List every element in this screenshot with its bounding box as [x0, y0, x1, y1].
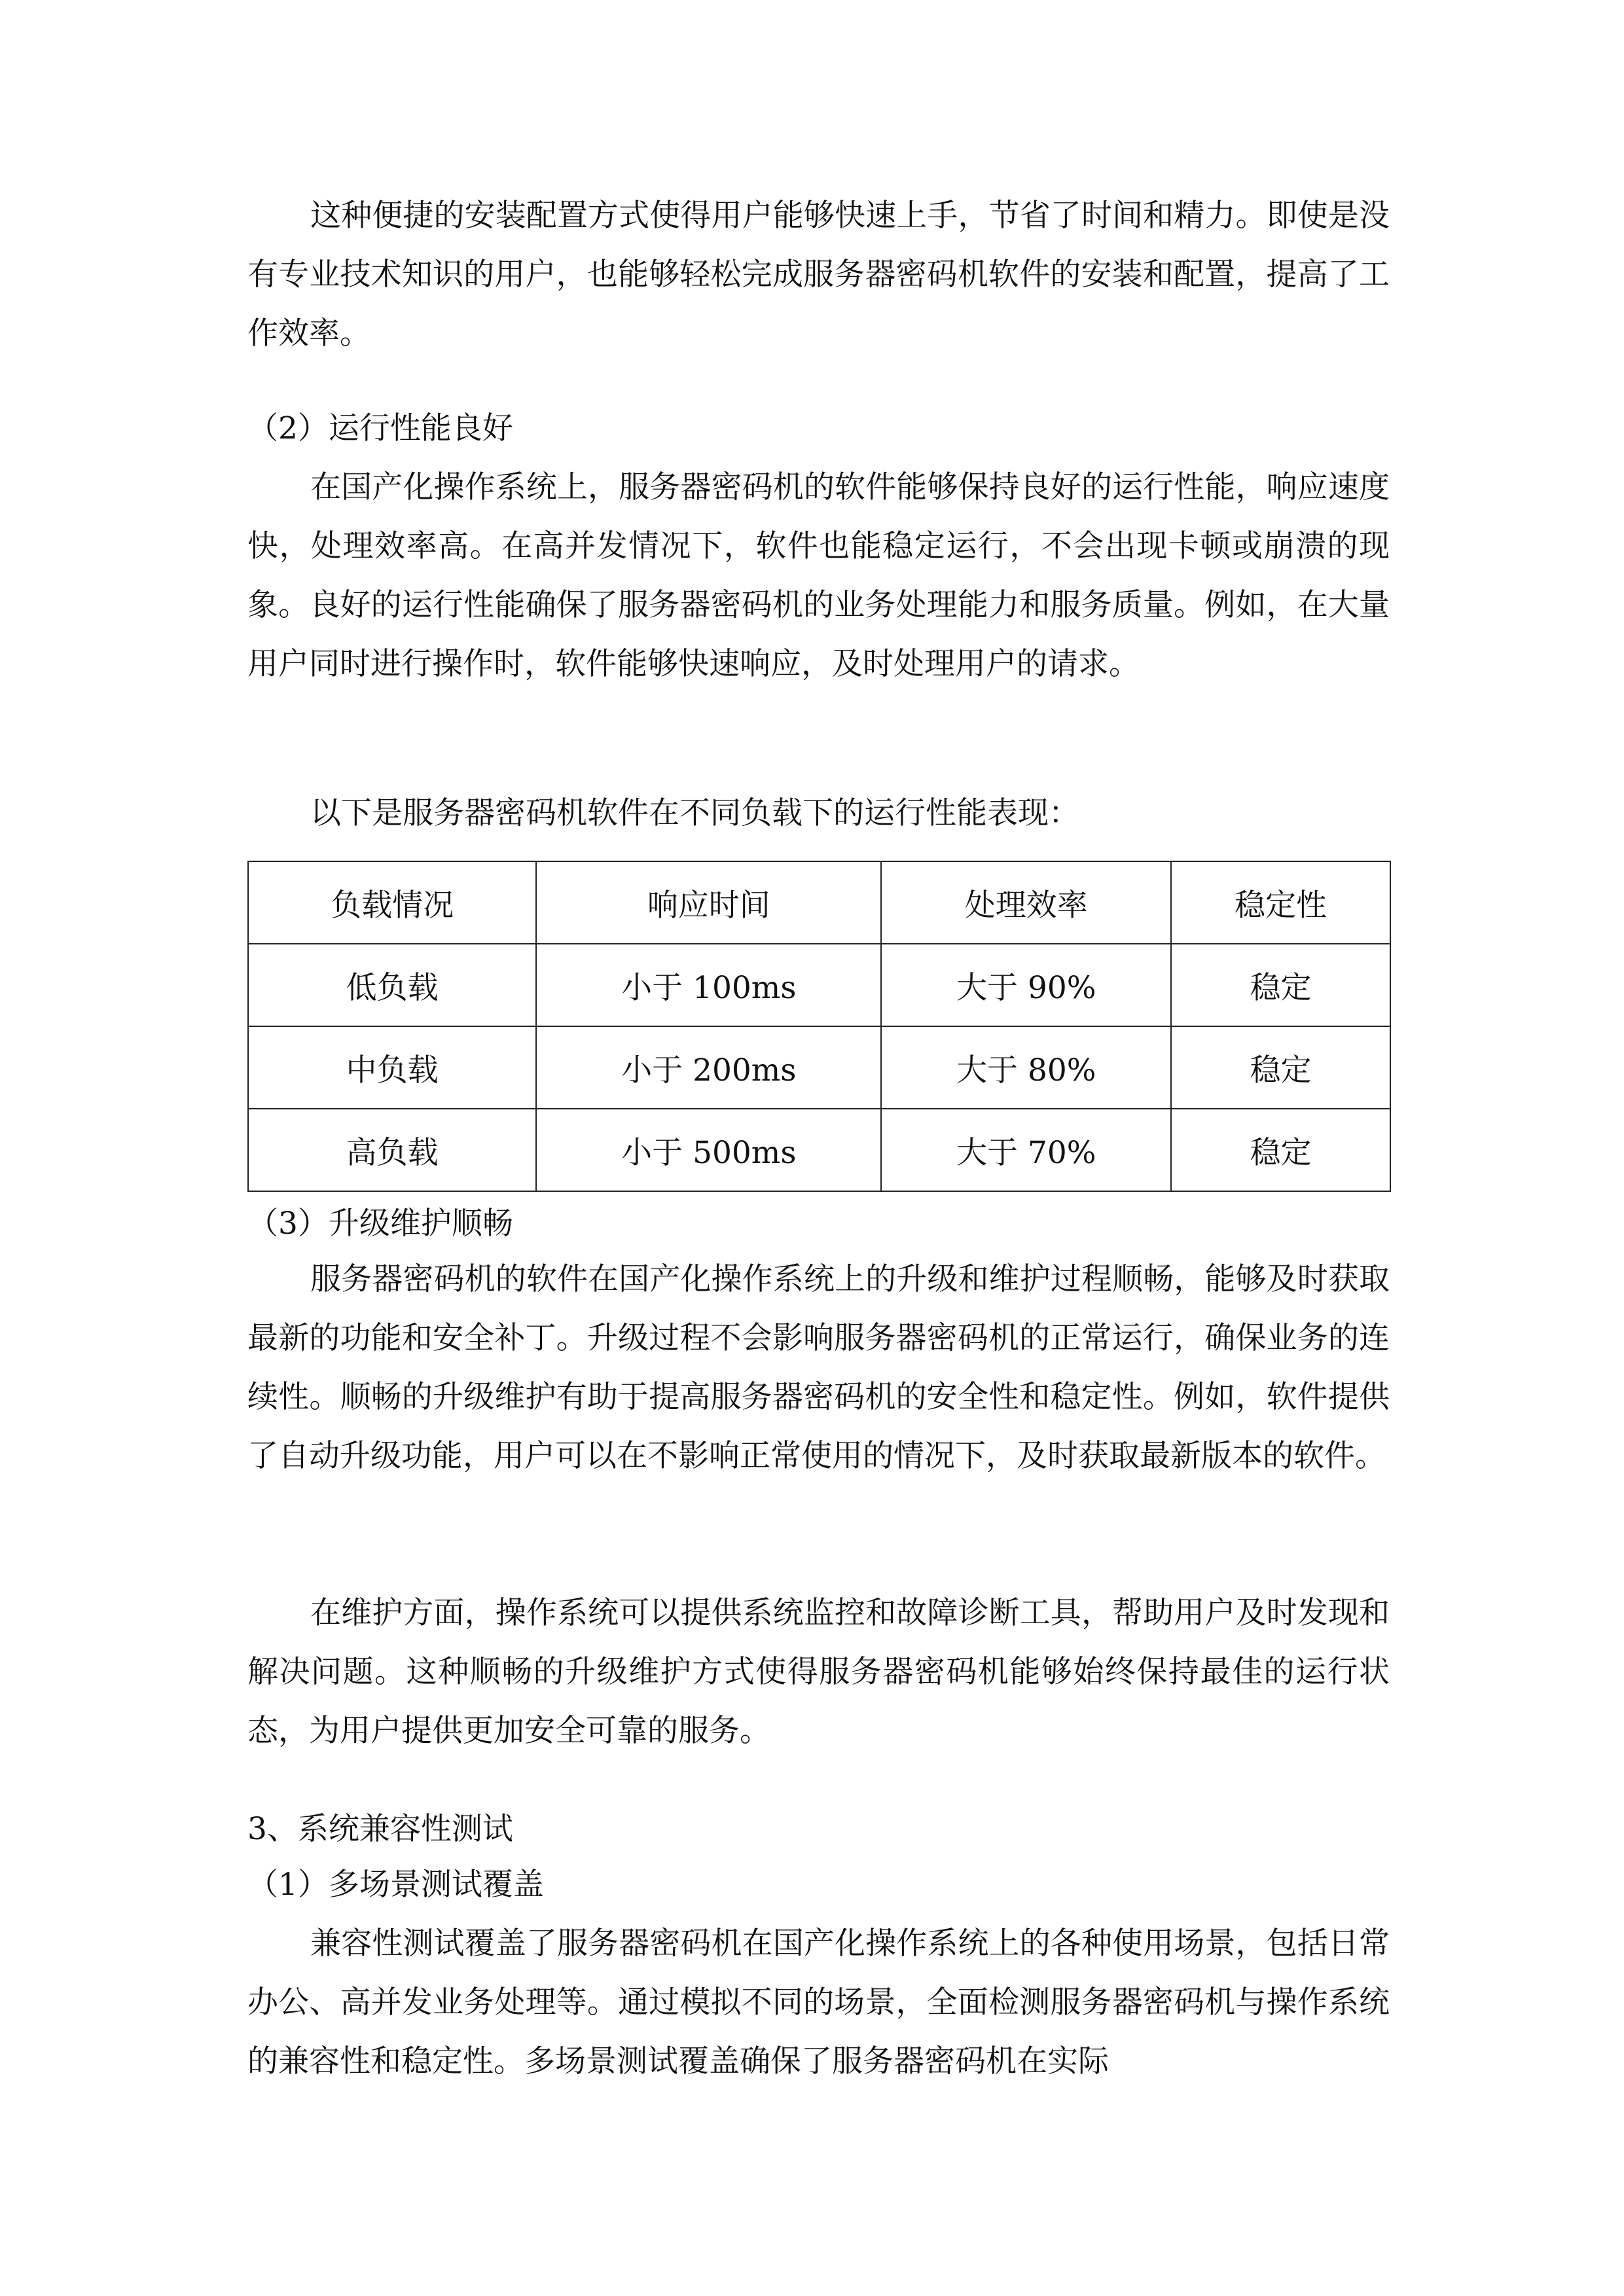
table-cell: 大于 70%	[881, 1109, 1171, 1191]
table-row	[248, 944, 1390, 1026]
heading-multi-scenario: （1）多场景测试覆盖	[247, 1867, 544, 1903]
paragraph-table-intro: 以下是服务器密码机软件在不同负载下的运行性能表现：	[310, 795, 1079, 831]
paragraph-runtime-performance: 在国产化操作系统上，服务器密码机的软件能够保持良好的运行性能，响应速度快，处理效率高。在高并发情况下，软件也能稳定运行，不会出现卡顿或崩溃的现象。良好的运行性能确保了服务器密码机的业务处理能力和服务质量。例如，在大量用户同时进行操作时，软件能够快速响应，及时处理用户的请求。	[247, 469, 1390, 682]
paragraph-maintenance-tools: 在维护方面，操作系统可以提供系统监控和故障诊断工具，帮助用户及时发现和解决问题。这种顺畅的升级维护方式使得服务器密码机能够始终保持最佳的运行状态，为用户提供更加安全可靠的服务。	[247, 1595, 1390, 1749]
heading-upgrade-maintenance: （3）升级维护顺畅	[247, 1206, 513, 1242]
table-cell: 中负载	[248, 1026, 536, 1109]
paragraph-multi-scenario: 兼容性测试覆盖了服务器密码机在国产化操作系统上的各种使用场景，包括日常办公、高并发业务处理等。通过模拟不同的场景，全面检测服务器密码机与操作系统的兼容性和稳定性。多场景测试覆盖确保了服务器密码机在实际	[247, 1926, 1390, 2079]
heading-runtime-performance: （2）运行性能良好	[247, 410, 513, 446]
table-header-cell: 负载情况	[248, 861, 536, 944]
table-header-cell: 稳定性	[1171, 861, 1390, 944]
table-cell: 稳定	[1171, 1109, 1390, 1191]
table-cell: 稳定	[1171, 1026, 1390, 1109]
table-cell: 小于 200ms	[536, 1026, 881, 1109]
table-cell: 大于 80%	[881, 1026, 1171, 1109]
table-cell: 低负载	[248, 944, 536, 1026]
table-header-row	[248, 861, 1390, 944]
table-row	[248, 1026, 1390, 1109]
table-cell: 高负载	[248, 1109, 536, 1191]
table-cell: 大于 90%	[881, 944, 1171, 1026]
table-cell: 小于 500ms	[536, 1109, 881, 1191]
paragraph-install-config: 这种便捷的安装配置方式使得用户能够快速上手，节省了时间和精力。即使是没有专业技术知识的用户，也能够轻松完成服务器密码机软件的安装和配置，提高了工作效率。	[247, 198, 1390, 351]
table-cell: 小于 100ms	[536, 944, 881, 1026]
heading-compatibility-test: 3、系统兼容性测试	[247, 1811, 513, 1847]
table-row	[248, 1109, 1390, 1191]
paragraph-upgrade-maintenance: 服务器密码机的软件在国产化操作系统上的升级和维护过程顺畅，能够及时获取最新的功能和安全补丁。升级过程不会影响服务器密码机的正常运行，确保业务的连续性。顺畅的升级维护有助于提高服务器密码机的安全性和稳定性。例如，软件提供了自动升级功能，用户可以在不影响正常使用的情况下，及时获取最新版本的软件。	[247, 1261, 1390, 1474]
table-header-cell: 响应时间	[536, 861, 881, 944]
table-header-cell: 处理效率	[881, 861, 1171, 944]
performance-table	[247, 861, 1391, 1192]
table-cell: 稳定	[1171, 944, 1390, 1026]
